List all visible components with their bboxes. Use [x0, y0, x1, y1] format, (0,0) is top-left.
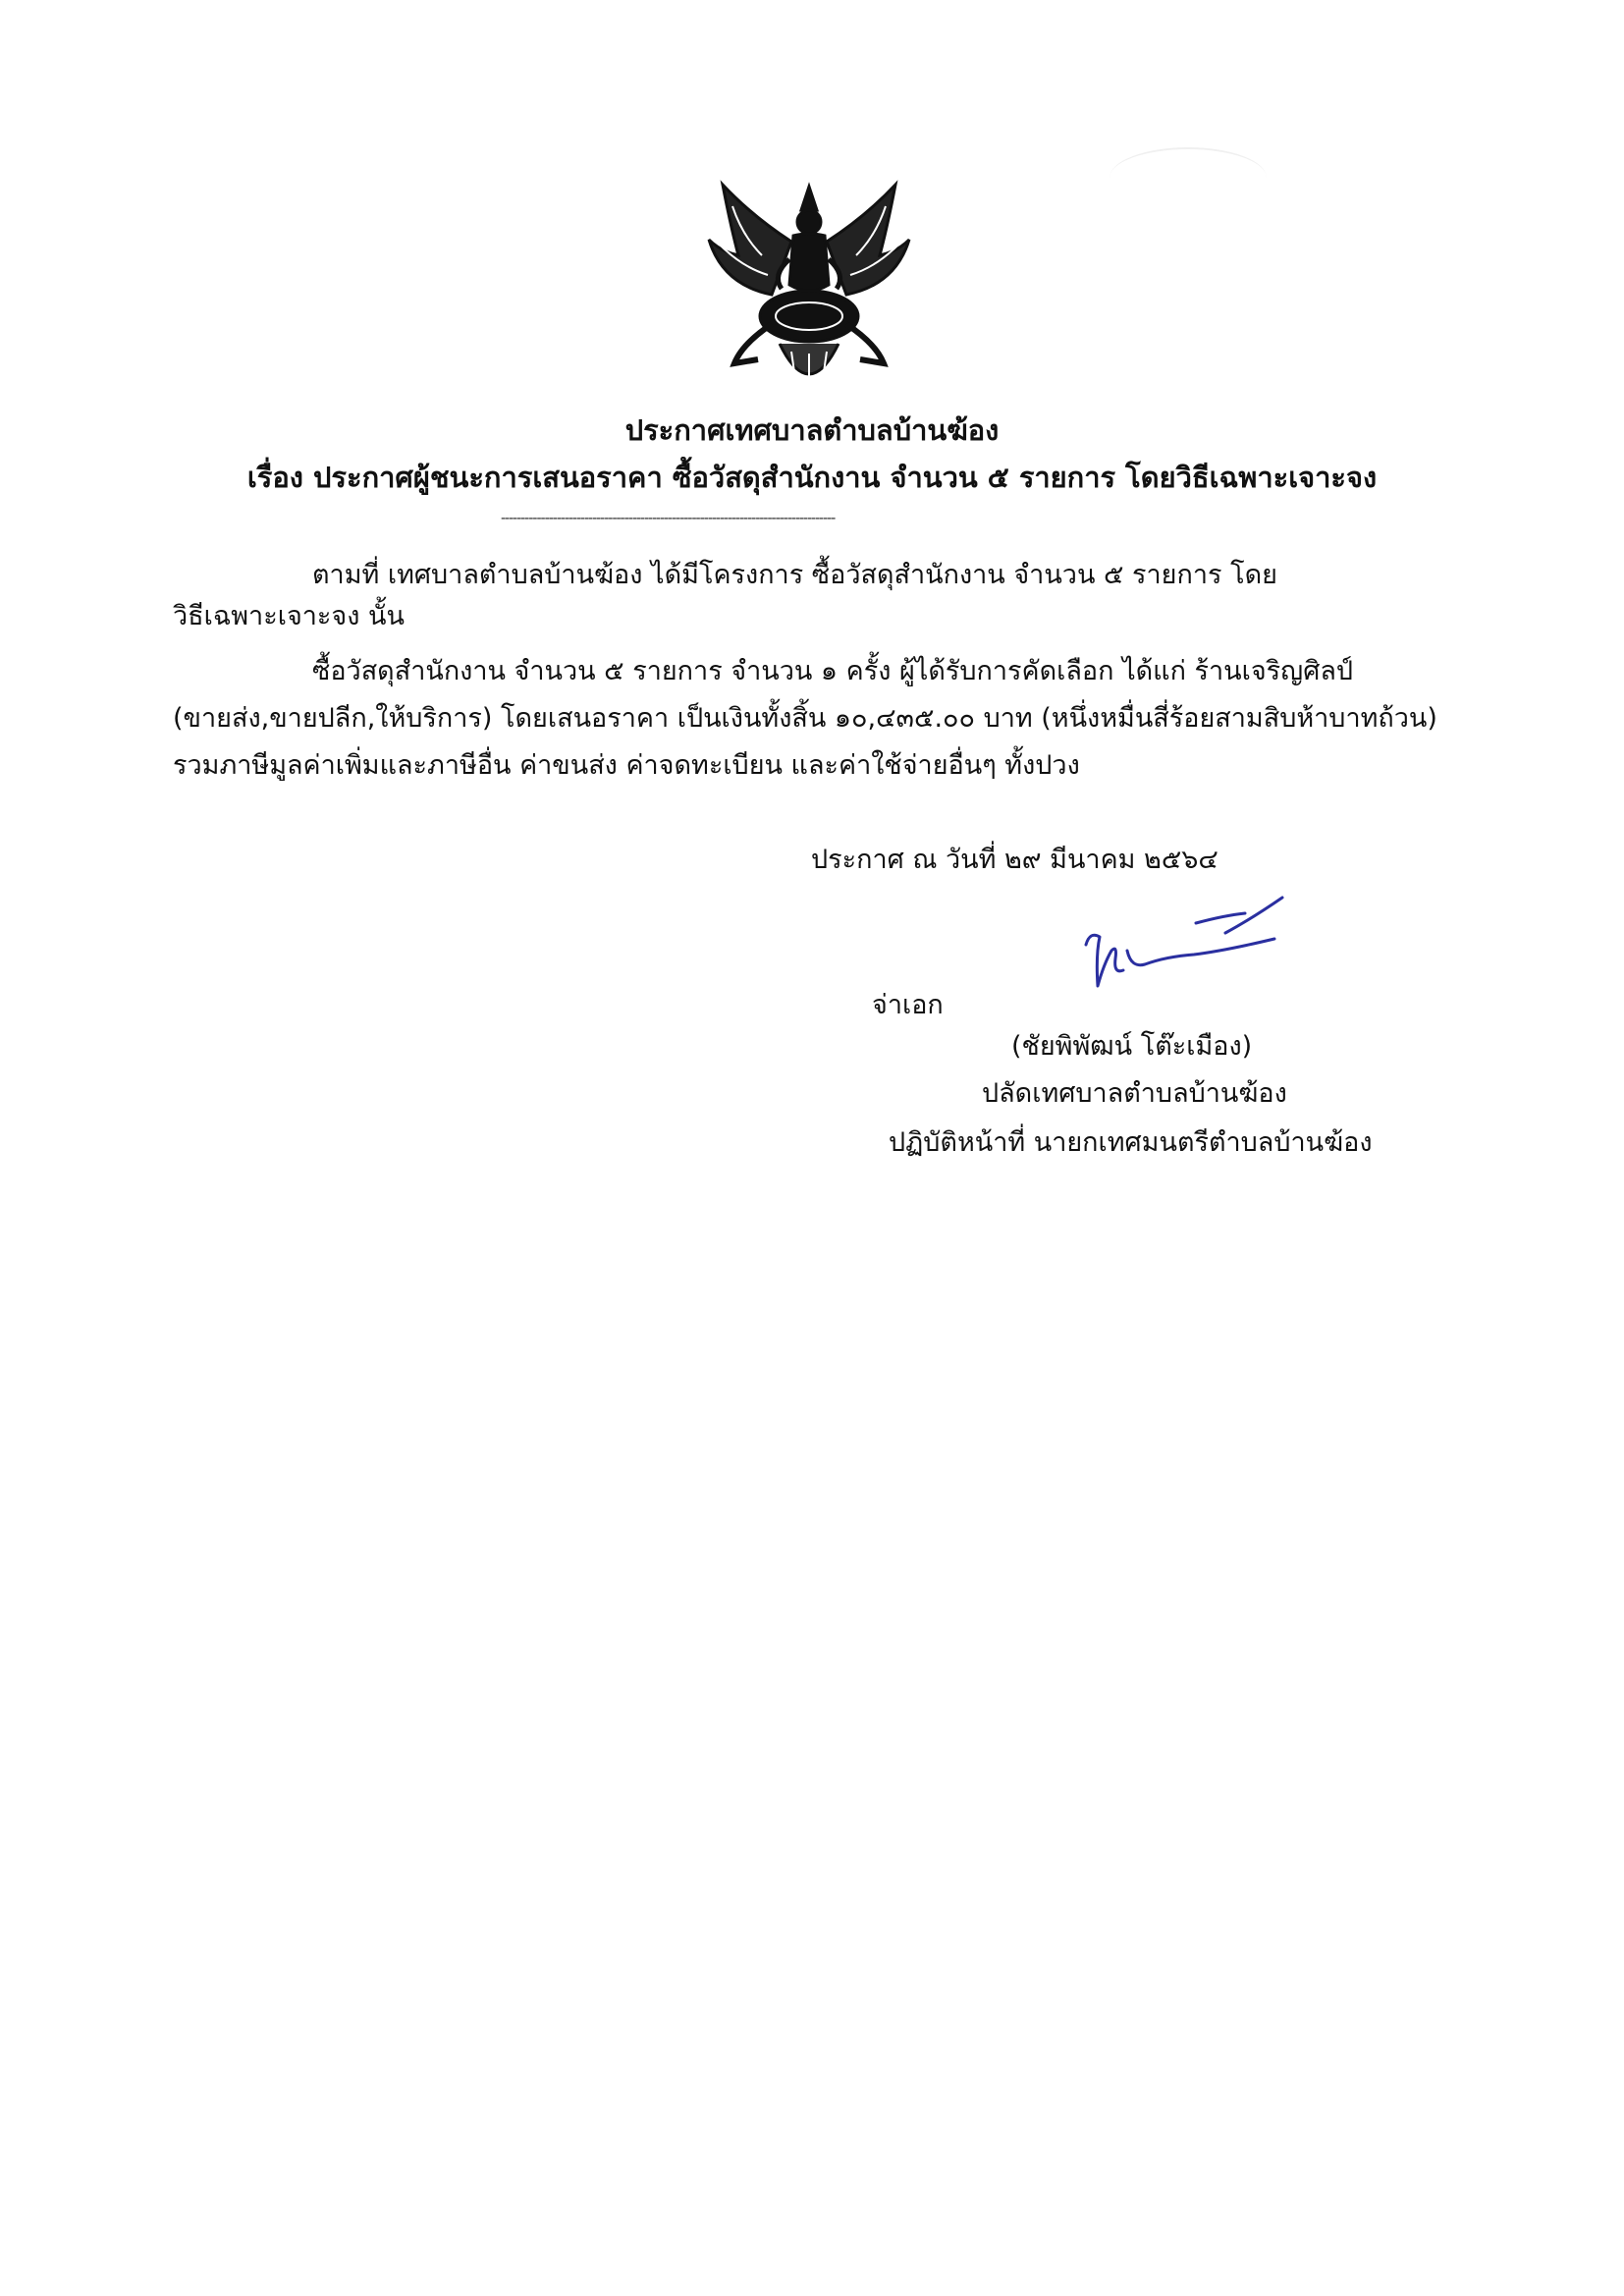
signer-rank: จ่าเอก: [872, 990, 944, 1020]
signer-name: (ชัยพิพัฒน์ โต๊ะเมือง): [1011, 1031, 1253, 1062]
signer-acting-role: ปฏิบัติหน้าที่ นายกเทศมนตรีตำบลบ้านฆ้อง: [889, 1127, 1373, 1158]
body-line-3: ซื้อวัสดุสำนักงาน จำนวน ๕ รายการ จำนวน ๑ ครั้ง ผู้ได้รับการคัดเลือก ได้แก่ ร้านเจริญศิลป์: [312, 656, 1354, 686]
handwritten-signature: [1078, 886, 1314, 1004]
document-title: ประกาศเทศบาลตำบลบ้านฆ้อง: [624, 413, 1000, 447]
body-line-5: รวมภาษีมูลค่าเพิ่มและภาษีอื่น ค่าขนส่ง ค่าจดทะเบียน และค่าใช้จ่ายอื่นๆ ทั้งปวง: [173, 750, 1080, 781]
signer-position: ปลัดเทศบาลตำบลบ้านฆ้อง: [982, 1078, 1287, 1109]
body-line-1: ตามที่ เทศบาลตำบลบ้านฆ้อง ได้มีโครงการ ซื้อวัสดุสำนักงาน จำนวน ๕ รายการ โดย: [312, 560, 1277, 590]
garuda-emblem-icon: [703, 177, 915, 405]
divider-line: ------------------------------------------------------------------------------------: [501, 511, 836, 526]
document-subject: เรื่อง ประกาศผู้ชนะการเสนอราคา ซื้อวัสดุสำนักงาน จำนวน ๕ รายการ โดยวิธีเฉพาะเจาะจง: [246, 461, 1378, 494]
body-line-4: (ขายส่ง,ขายปลีก,ให้บริการ) โดยเสนอราคา เป็นเงินทั้งสิ้น ๑๐,๔๓๕.๐๐ บาท (หนึ่งหมื่นสี่ร้อยสามสิบห้าบาทถ้วน): [173, 703, 1437, 734]
paper-mark: [1110, 147, 1267, 208]
announcement-date: ประกาศ ณ วันที่ ๒๙ มีนาคม ๒๕๖๔: [811, 845, 1218, 875]
body-line-2: วิธีเฉพาะเจาะจง นั้น: [173, 601, 405, 631]
